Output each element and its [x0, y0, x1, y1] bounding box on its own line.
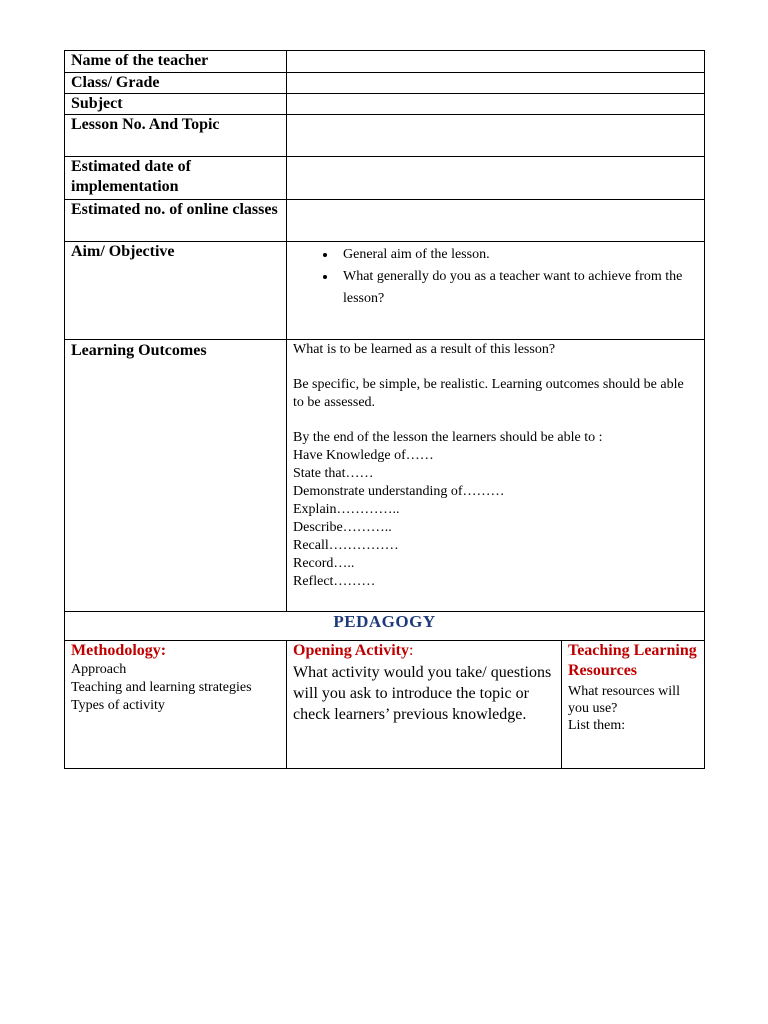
outcomes-text	[293, 340, 698, 591]
row-class-grade	[65, 73, 705, 94]
methodology-line: Approach	[71, 662, 127, 677]
resources-line: List them:	[568, 718, 626, 733]
opening-activity-colon: :	[409, 642, 414, 659]
row-estimated-classes	[65, 200, 705, 242]
outcome-item: State that……	[293, 466, 374, 481]
row-subject	[65, 94, 705, 115]
opening-activity-cell[interactable]	[287, 641, 562, 769]
teacher-name-field[interactable]	[287, 51, 705, 73]
outcome-item: Record…..	[293, 556, 355, 571]
row-learning-outcomes	[65, 340, 705, 612]
resources-line: What resources will you use?	[568, 684, 680, 716]
estimated-date-label: Estimated date of implementation	[65, 157, 287, 200]
resources-body	[568, 683, 698, 734]
row-estimated-date	[65, 157, 705, 200]
methodology-line: Teaching and learning strategies	[71, 680, 252, 695]
outcome-item: Have Knowledge of……	[293, 448, 434, 463]
outcome-item: Describe………..	[293, 520, 392, 535]
row-lesson-topic	[65, 115, 705, 157]
row-pedagogy	[65, 612, 705, 641]
outcome-item: Recall……………	[293, 538, 399, 553]
learning-outcomes-field[interactable]	[287, 340, 705, 612]
outcome-item: Demonstrate understanding of………	[293, 484, 505, 499]
estimated-classes-label: Estimated no. of online classes	[65, 200, 287, 242]
resources-heading: Teaching Learning Resources	[568, 642, 697, 679]
subject-field[interactable]	[287, 94, 705, 115]
row-pedagogy-details	[65, 641, 705, 769]
row-teacher-name	[65, 51, 705, 73]
teacher-name-label: Name of the teacher	[65, 51, 287, 73]
learning-outcomes-label: Learning Outcomes	[65, 340, 287, 612]
aim-bullet: • General aim of the lesson.	[337, 244, 698, 266]
methodology-line: Types of activity	[71, 698, 165, 713]
opening-activity-heading	[293, 641, 555, 661]
outcomes-intro: By the end of the lesson the learners should be able to :	[293, 430, 603, 445]
methodology-cell[interactable]	[65, 641, 287, 769]
subject-label: Subject	[65, 94, 287, 115]
opening-activity-heading-text: Opening Activity	[293, 642, 410, 659]
pedagogy-title: PEDAGOGY	[65, 612, 705, 641]
lesson-plan-table	[64, 50, 705, 769]
outcome-item: Explain…………..	[293, 502, 400, 517]
outcomes-guidance: Be specific, be simple, be realistic. Learning outcomes should be able to be assessed.	[293, 377, 684, 410]
class-grade-field[interactable]	[287, 73, 705, 94]
outcome-item: Reflect………	[293, 574, 376, 589]
estimated-date-field[interactable]	[287, 157, 705, 200]
estimated-classes-field[interactable]	[287, 200, 705, 242]
class-grade-label: Class/ Grade	[65, 73, 287, 94]
lesson-topic-field[interactable]	[287, 115, 705, 157]
resources-cell[interactable]	[562, 641, 705, 769]
aim-objective-label: Aim/ Objective	[65, 242, 287, 340]
aim-objective-field[interactable]	[287, 242, 705, 340]
aim-bullet-list	[293, 244, 698, 310]
lesson-topic-label: Lesson No. And Topic	[65, 115, 287, 157]
opening-activity-body: What activity would you take/ questions will you ask to introduce the topic or check learners’ previous knowledge.	[293, 664, 552, 723]
outcomes-question: What is to be learned as a result of this lesson?	[293, 342, 556, 357]
methodology-lines	[71, 661, 280, 715]
aim-bullet: • What generally do you as a teacher want to achieve from the lesson?	[337, 266, 698, 310]
methodology-heading: Methodology:	[71, 642, 167, 659]
row-aim-objective	[65, 242, 705, 340]
